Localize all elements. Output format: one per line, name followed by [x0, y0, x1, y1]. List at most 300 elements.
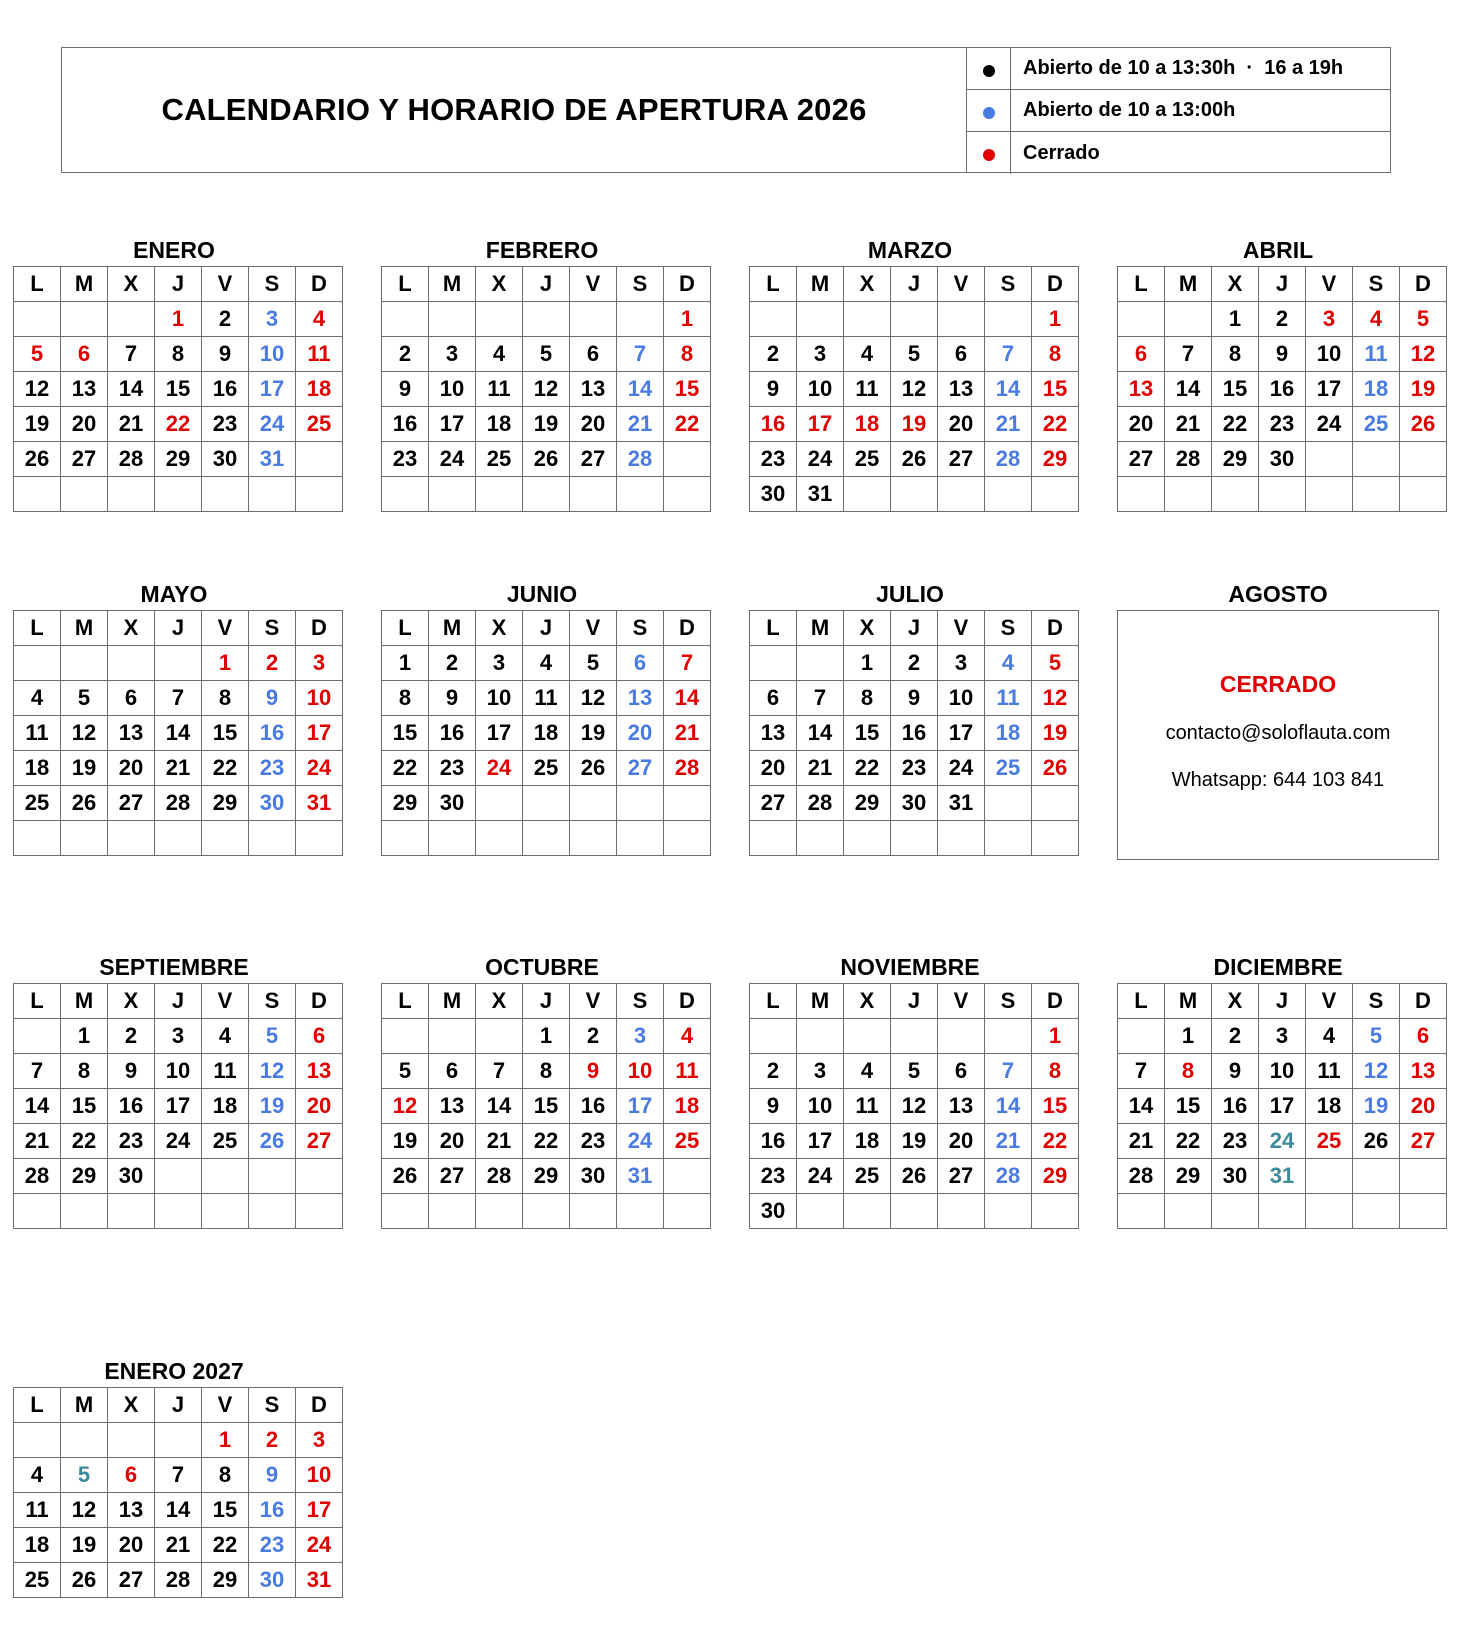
- day-cell: 26: [1032, 751, 1079, 786]
- day-cell: 20: [1400, 1089, 1447, 1124]
- weekday-header: L: [14, 1388, 61, 1423]
- weekday-header: M: [61, 267, 108, 302]
- day-cell: 12: [1400, 337, 1447, 372]
- weekday-header: D: [664, 984, 711, 1019]
- empty-day-cell: [891, 1019, 938, 1054]
- empty-day-cell: [14, 477, 61, 512]
- empty-day-cell: [14, 1019, 61, 1054]
- empty-day-cell: [155, 1423, 202, 1458]
- day-cell: 20: [296, 1089, 343, 1124]
- day-cell: 10: [1259, 1054, 1306, 1089]
- weekday-header: X: [844, 267, 891, 302]
- day-cell: 30: [108, 1159, 155, 1194]
- empty-day-cell: [844, 302, 891, 337]
- day-cell: 16: [249, 1493, 296, 1528]
- calendar-table: [381, 983, 711, 1229]
- day-cell: 25: [1353, 407, 1400, 442]
- week-row: [382, 407, 711, 442]
- day-cell: 14: [664, 681, 711, 716]
- day-cell: 23: [570, 1124, 617, 1159]
- weekday-header: M: [1165, 984, 1212, 1019]
- day-cell: 16: [429, 716, 476, 751]
- day-cell: 26: [249, 1124, 296, 1159]
- day-cell: 28: [1118, 1159, 1165, 1194]
- empty-day-cell: [61, 302, 108, 337]
- weekday-header: S: [249, 267, 296, 302]
- day-cell: 26: [891, 442, 938, 477]
- weekday-header: M: [797, 267, 844, 302]
- day-cell: 22: [664, 407, 711, 442]
- week-row: [382, 302, 711, 337]
- weekday-header: J: [1259, 267, 1306, 302]
- day-cell: 22: [523, 1124, 570, 1159]
- week-row: [14, 786, 343, 821]
- day-cell: 8: [202, 1458, 249, 1493]
- weekday-header: D: [296, 267, 343, 302]
- month-name: MARZO: [867, 237, 953, 263]
- day-cell: 16: [382, 407, 429, 442]
- day-cell: 1: [844, 646, 891, 681]
- day-cell: 3: [1259, 1019, 1306, 1054]
- day-cell: 25: [14, 1563, 61, 1598]
- weekday-header: S: [617, 267, 664, 302]
- weekday-header: X: [1212, 267, 1259, 302]
- empty-day-cell: [750, 821, 797, 856]
- calendar-table: [13, 1387, 343, 1598]
- day-cell: 12: [1032, 681, 1079, 716]
- empty-day-cell: [1165, 1194, 1212, 1229]
- day-cell: 2: [382, 337, 429, 372]
- day-cell: 11: [664, 1054, 711, 1089]
- day-cell: 1: [1165, 1019, 1212, 1054]
- weekday-header: X: [476, 611, 523, 646]
- day-cell: 29: [202, 786, 249, 821]
- day-cell: 25: [296, 407, 343, 442]
- day-cell: 2: [570, 1019, 617, 1054]
- day-cell: 14: [155, 1493, 202, 1528]
- day-cell: 26: [1400, 407, 1447, 442]
- day-cell: 4: [844, 1054, 891, 1089]
- legend-row-morning-hours: [967, 90, 1390, 132]
- empty-day-cell: [61, 477, 108, 512]
- empty-day-cell: [985, 821, 1032, 856]
- weekday-header: S: [249, 611, 296, 646]
- weekday-header: V: [570, 984, 617, 1019]
- empty-day-cell: [155, 1159, 202, 1194]
- empty-day-cell: [429, 477, 476, 512]
- weekday-header: V: [1306, 267, 1353, 302]
- day-cell: 21: [985, 1124, 1032, 1159]
- day-cell: 21: [155, 751, 202, 786]
- week-row: [750, 681, 1079, 716]
- day-cell: 24: [1259, 1124, 1306, 1159]
- day-cell: 23: [249, 1528, 296, 1563]
- day-cell: 16: [249, 716, 296, 751]
- day-cell: 9: [1212, 1054, 1259, 1089]
- month-diciembre: [1117, 951, 1439, 1229]
- day-cell: 9: [108, 1054, 155, 1089]
- week-row: [750, 1019, 1079, 1054]
- empty-day-cell: [202, 477, 249, 512]
- empty-day-cell: [61, 1194, 108, 1229]
- day-cell: 6: [750, 681, 797, 716]
- day-cell: 19: [61, 751, 108, 786]
- empty-day-cell: [1259, 477, 1306, 512]
- day-cell: 8: [155, 337, 202, 372]
- calendar-table: [381, 610, 711, 856]
- day-cell: 2: [750, 1054, 797, 1089]
- weekday-header: X: [844, 611, 891, 646]
- empty-day-cell: [155, 646, 202, 681]
- empty-day-cell: [570, 477, 617, 512]
- empty-day-cell: [1306, 1159, 1353, 1194]
- day-cell: 14: [985, 1089, 1032, 1124]
- week-row: [14, 1493, 343, 1528]
- weekday-header-row: [14, 1388, 343, 1423]
- weekday-header: M: [429, 984, 476, 1019]
- calendar-table: [13, 266, 343, 512]
- empty-day-cell: [108, 646, 155, 681]
- day-cell: 13: [1118, 372, 1165, 407]
- day-cell: 20: [1118, 407, 1165, 442]
- empty-day-cell: [797, 821, 844, 856]
- day-cell: 30: [249, 1563, 296, 1598]
- day-cell: 13: [61, 372, 108, 407]
- week-row: [750, 407, 1079, 442]
- empty-day-cell: [985, 786, 1032, 821]
- legend-text: Cerrado: [1023, 141, 1100, 164]
- day-cell: 11: [476, 372, 523, 407]
- week-row: [382, 681, 711, 716]
- empty-day-cell: [14, 646, 61, 681]
- weekday-header: M: [61, 611, 108, 646]
- empty-day-cell: [523, 477, 570, 512]
- day-cell: 14: [1165, 372, 1212, 407]
- day-cell: 3: [429, 337, 476, 372]
- day-cell: 22: [1212, 407, 1259, 442]
- weekday-header: V: [938, 267, 985, 302]
- day-cell: 29: [523, 1159, 570, 1194]
- day-cell: 28: [476, 1159, 523, 1194]
- empty-day-cell: [938, 477, 985, 512]
- day-cell: 1: [523, 1019, 570, 1054]
- weekday-header: L: [382, 611, 429, 646]
- day-cell: 3: [155, 1019, 202, 1054]
- legend-row-closed: [967, 132, 1390, 174]
- day-cell: 10: [938, 681, 985, 716]
- empty-day-cell: [938, 302, 985, 337]
- week-row: [1118, 1124, 1447, 1159]
- weekday-header: X: [108, 267, 155, 302]
- day-cell: 25: [985, 751, 1032, 786]
- day-cell: 8: [61, 1054, 108, 1089]
- week-row: [382, 372, 711, 407]
- day-cell: 8: [664, 337, 711, 372]
- day-cell: 12: [523, 372, 570, 407]
- empty-day-cell: [108, 821, 155, 856]
- day-cell: 27: [108, 1563, 155, 1598]
- day-cell: 29: [61, 1159, 108, 1194]
- weekday-header: M: [61, 1388, 108, 1423]
- weekday-header: J: [891, 984, 938, 1019]
- week-row: [750, 821, 1079, 856]
- day-cell: 18: [296, 372, 343, 407]
- day-cell: 10: [617, 1054, 664, 1089]
- empty-day-cell: [476, 1019, 523, 1054]
- day-cell: 1: [202, 1423, 249, 1458]
- normal-dot-icon: [983, 65, 995, 77]
- month-octubre: [381, 951, 703, 1229]
- day-cell: 23: [750, 442, 797, 477]
- day-cell: 14: [155, 716, 202, 751]
- day-cell: 2: [891, 646, 938, 681]
- day-cell: 31: [296, 786, 343, 821]
- day-cell: 22: [382, 751, 429, 786]
- empty-day-cell: [664, 1159, 711, 1194]
- empty-day-cell: [249, 1194, 296, 1229]
- calendar-table: [749, 266, 1079, 512]
- day-cell: 2: [750, 337, 797, 372]
- empty-day-cell: [1212, 1194, 1259, 1229]
- day-cell: 30: [750, 1194, 797, 1229]
- day-cell: 5: [61, 1458, 108, 1493]
- day-cell: 28: [14, 1159, 61, 1194]
- empty-day-cell: [249, 821, 296, 856]
- empty-day-cell: [523, 821, 570, 856]
- day-cell: 11: [14, 716, 61, 751]
- day-cell: 6: [938, 1054, 985, 1089]
- day-cell: 10: [476, 681, 523, 716]
- day-cell: 10: [797, 372, 844, 407]
- day-cell: 30: [1212, 1159, 1259, 1194]
- day-cell: 28: [1165, 442, 1212, 477]
- day-cell: 5: [14, 337, 61, 372]
- empty-day-cell: [476, 302, 523, 337]
- day-cell: 17: [249, 372, 296, 407]
- week-row: [1118, 337, 1447, 372]
- weekday-header: M: [797, 984, 844, 1019]
- day-cell: 4: [296, 302, 343, 337]
- week-row: [1118, 302, 1447, 337]
- day-cell: 26: [61, 786, 108, 821]
- weekday-header: S: [249, 1388, 296, 1423]
- day-cell: 11: [844, 372, 891, 407]
- day-cell: 4: [664, 1019, 711, 1054]
- week-row: [1118, 372, 1447, 407]
- day-cell: 27: [617, 751, 664, 786]
- empty-day-cell: [664, 821, 711, 856]
- month-name: AGOSTO: [1228, 581, 1328, 607]
- month-agosto: [1117, 578, 1439, 860]
- day-cell: 9: [429, 681, 476, 716]
- week-row: [14, 1089, 343, 1124]
- week-row: [750, 337, 1079, 372]
- day-cell: 27: [108, 786, 155, 821]
- weekday-header-row: [1118, 984, 1447, 1019]
- day-cell: 10: [797, 1089, 844, 1124]
- month-name: ENERO: [133, 237, 215, 263]
- empty-day-cell: [1353, 1159, 1400, 1194]
- weekday-header: D: [1400, 984, 1447, 1019]
- empty-day-cell: [61, 646, 108, 681]
- empty-day-cell: [1353, 1194, 1400, 1229]
- empty-day-cell: [429, 821, 476, 856]
- week-row: [382, 1124, 711, 1159]
- week-row: [1118, 407, 1447, 442]
- weekday-header: J: [523, 984, 570, 1019]
- day-cell: 13: [570, 372, 617, 407]
- day-cell: 31: [1259, 1159, 1306, 1194]
- day-cell: 4: [1353, 302, 1400, 337]
- day-cell: 7: [664, 646, 711, 681]
- weekday-header-row: [382, 984, 711, 1019]
- empty-day-cell: [523, 1194, 570, 1229]
- day-cell: 27: [570, 442, 617, 477]
- day-cell: 18: [664, 1089, 711, 1124]
- day-cell: 22: [844, 751, 891, 786]
- empty-day-cell: [1400, 442, 1447, 477]
- weekday-header: J: [1259, 984, 1306, 1019]
- day-cell: 17: [476, 716, 523, 751]
- week-row: [14, 1194, 343, 1229]
- day-cell: 25: [14, 786, 61, 821]
- day-cell: 30: [891, 786, 938, 821]
- day-cell: 6: [61, 337, 108, 372]
- day-cell: 25: [476, 442, 523, 477]
- day-cell: 4: [14, 1458, 61, 1493]
- month-name: JUNIO: [506, 581, 578, 607]
- day-cell: 7: [108, 337, 155, 372]
- empty-day-cell: [570, 821, 617, 856]
- empty-day-cell: [1165, 302, 1212, 337]
- closed-dot-icon: [983, 149, 995, 161]
- empty-day-cell: [797, 1194, 844, 1229]
- week-row: [1118, 1194, 1447, 1229]
- day-cell: 4: [14, 681, 61, 716]
- day-cell: 6: [296, 1019, 343, 1054]
- weekday-header-row: [750, 984, 1079, 1019]
- day-cell: 5: [249, 1019, 296, 1054]
- day-cell: 15: [61, 1089, 108, 1124]
- weekday-header: V: [202, 1388, 249, 1423]
- day-cell: 27: [938, 442, 985, 477]
- weekday-header: S: [1353, 984, 1400, 1019]
- empty-day-cell: [891, 477, 938, 512]
- weekday-header: L: [382, 267, 429, 302]
- day-cell: 10: [155, 1054, 202, 1089]
- day-cell: 7: [155, 681, 202, 716]
- weekday-header: L: [750, 984, 797, 1019]
- day-cell: 16: [108, 1089, 155, 1124]
- day-cell: 9: [249, 681, 296, 716]
- week-row: [750, 786, 1079, 821]
- week-row: [750, 1089, 1079, 1124]
- day-cell: 28: [155, 1563, 202, 1598]
- weekday-header: X: [108, 611, 155, 646]
- calendar-table: [13, 983, 343, 1229]
- day-cell: 29: [1032, 442, 1079, 477]
- day-cell: 17: [797, 407, 844, 442]
- day-cell: 21: [617, 407, 664, 442]
- weekday-header: V: [202, 611, 249, 646]
- contact-email: contacto@soloflauta.com: [1165, 722, 1391, 744]
- day-cell: 26: [1353, 1124, 1400, 1159]
- weekday-header: D: [664, 611, 711, 646]
- day-cell: 24: [296, 751, 343, 786]
- day-cell: 21: [476, 1124, 523, 1159]
- day-cell: 10: [1306, 337, 1353, 372]
- month-junio: [381, 578, 703, 856]
- day-cell: 1: [1032, 302, 1079, 337]
- day-cell: 18: [1353, 372, 1400, 407]
- weekday-header: X: [108, 1388, 155, 1423]
- day-cell: 20: [938, 407, 985, 442]
- day-cell: 14: [1118, 1089, 1165, 1124]
- week-row: [382, 716, 711, 751]
- empty-day-cell: [249, 1159, 296, 1194]
- day-cell: 29: [1165, 1159, 1212, 1194]
- empty-day-cell: [938, 1019, 985, 1054]
- day-cell: 1: [1032, 1019, 1079, 1054]
- empty-day-cell: [202, 1194, 249, 1229]
- weekday-header: L: [14, 611, 61, 646]
- empty-day-cell: [617, 786, 664, 821]
- day-cell: 25: [844, 442, 891, 477]
- weekday-header: J: [155, 1388, 202, 1423]
- week-row: [14, 716, 343, 751]
- month-marzo: [749, 234, 1071, 512]
- day-cell: 16: [750, 1124, 797, 1159]
- day-cell: 18: [202, 1089, 249, 1124]
- weekday-header: V: [570, 611, 617, 646]
- day-cell: 30: [750, 477, 797, 512]
- day-cell: 30: [1259, 442, 1306, 477]
- month-name: FEBRERO: [485, 237, 599, 263]
- weekday-header: V: [938, 611, 985, 646]
- day-cell: 10: [249, 337, 296, 372]
- empty-day-cell: [523, 302, 570, 337]
- weekday-header: D: [1032, 267, 1079, 302]
- day-cell: 14: [985, 372, 1032, 407]
- weekday-header: V: [202, 267, 249, 302]
- day-cell: 5: [523, 337, 570, 372]
- day-cell: 15: [1165, 1089, 1212, 1124]
- empty-day-cell: [155, 477, 202, 512]
- empty-day-cell: [523, 786, 570, 821]
- day-cell: 18: [985, 716, 1032, 751]
- week-row: [14, 646, 343, 681]
- legend-dot-cell: [967, 90, 1011, 131]
- day-cell: 15: [202, 1493, 249, 1528]
- day-cell: 22: [1032, 407, 1079, 442]
- day-cell: 9: [570, 1054, 617, 1089]
- day-cell: 16: [1259, 372, 1306, 407]
- week-row: [382, 786, 711, 821]
- day-cell: 27: [1400, 1124, 1447, 1159]
- empty-day-cell: [844, 1194, 891, 1229]
- weekday-header: X: [476, 984, 523, 1019]
- day-cell: 27: [61, 442, 108, 477]
- empty-day-cell: [891, 821, 938, 856]
- day-cell: 28: [985, 442, 1032, 477]
- week-row: [14, 1423, 343, 1458]
- empty-day-cell: [570, 786, 617, 821]
- day-cell: 6: [938, 337, 985, 372]
- day-cell: 25: [523, 751, 570, 786]
- weekday-header: V: [570, 267, 617, 302]
- day-cell: 29: [844, 786, 891, 821]
- day-cell: 21: [1165, 407, 1212, 442]
